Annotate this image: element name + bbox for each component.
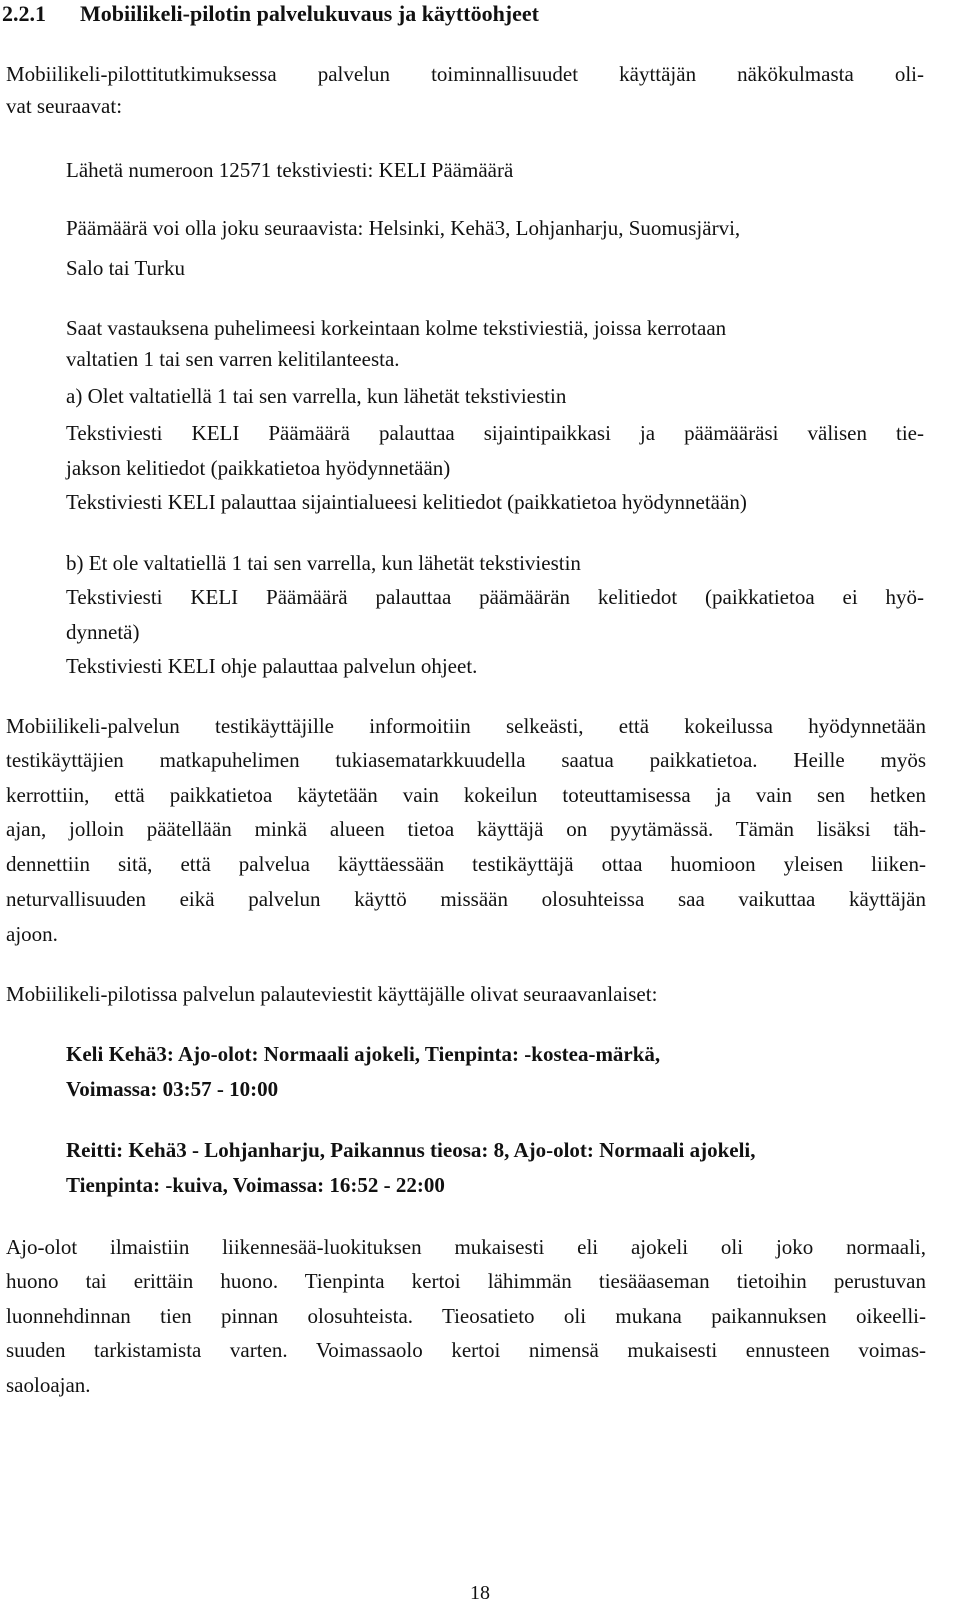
response-line: Saat vastauksena puhelimeesi korkeintaan kolme tekstiviestiä, joissa kerrotaan — [66, 316, 727, 340]
privacy-line: ajoon. — [6, 922, 58, 946]
feedback-intro: Mobiilikeli-pilotissa palvelun palauteviestit käyttäjälle olivat seuraavanlaiset: — [6, 982, 658, 1006]
intro-line: vat seuraavat: — [6, 94, 123, 118]
closing-line: suuden tarkistamista varten. Voimassaolo kertoi nimensä mukaisesti ennusteen voimas- — [6, 1338, 926, 1362]
destinations-line: Salo tai Turku — [66, 256, 186, 280]
page-number: 18 — [470, 1582, 490, 1604]
example-message-line: Voimassa: 03:57 - 10:00 — [66, 1077, 279, 1101]
case-a-line: Tekstiviesti KELI palauttaa sijaintialueesi kelitiedot (paikkatietoa hyödynnetään) — [66, 490, 747, 514]
privacy-line: Mobiilikeli-palvelun testikäyttäjille informoitiin selkeästi, että kokeilussa hyödynnetään — [6, 714, 926, 738]
case-b-line: Tekstiviesti KELI Päämäärä palauttaa päämäärän kelitiedot (paikkatietoa ei hyö- — [66, 585, 924, 609]
example-message-line: Tienpinta: -kuiva, Voimassa: 16:52 - 22:00 — [66, 1173, 445, 1197]
closing-line: Ajo-olot ilmaistiin liikennesää-luokituksen mukaisesti eli ajokeli oli joko normaali, — [6, 1235, 926, 1259]
privacy-line: neturvallisuuden eikä palvelun käyttö missään olosuhteissa saa vaikuttaa käyttäjän — [6, 887, 926, 911]
privacy-line: dennettiin sitä, että palvelua käyttäessään testikäyttäjä ottaa huomioon yleisen liiken- — [6, 852, 926, 876]
example-message-line: Reitti: Kehä3 - Lohjanharju, Paikannus tieosa: 8, Ajo-olot: Normaali ajokeli, — [66, 1138, 756, 1162]
case-a-line: a) Olet valtatiellä 1 tai sen varrella, kun lähetät tekstiviestin — [66, 384, 567, 408]
destinations-line: Päämäärä voi olla joku seuraavista: Helsinki, Kehä3, Lohjanharju, Suomusjärvi, — [66, 216, 741, 240]
example-message-line: Keli Kehä3: Ajo-olot: Normaali ajokeli, Tienpinta: -kostea-märkä, — [66, 1042, 661, 1066]
closing-line: huono tai erittäin huono. Tienpinta kertoi lähimmän tiesääaseman tietoihin perustuvan — [6, 1269, 926, 1293]
closing-line: luonnehdinnan tien pinnan olosuhteista. Tieosatieto oli mukana paikannuksen oikeelli- — [6, 1304, 926, 1328]
case-a-line: jakson kelitiedot (paikkatietoa hyödynnetään) — [66, 456, 451, 480]
case-b-line: dynnetä) — [66, 620, 140, 644]
case-a-line: Tekstiviesti KELI Päämäärä palauttaa sijaintipaikkasi ja päämääräsi välisen tie- — [66, 421, 924, 445]
sms-instruction: Lähetä numeroon 12571 tekstiviesti: KELI Päämäärä — [66, 158, 514, 182]
section-heading — [2, 0, 539, 28]
intro-line: Mobiilikeli-pilottitutkimuksessa palvelun toiminnallisuudet käyttäjän näkökulmasta oli- — [6, 62, 924, 86]
section-title: Mobiilikeli-pilotin palvelukuvaus ja käyttöohjeet — [80, 1, 539, 26]
privacy-line: testikäyttäjien matkapuhelimen tukiasematarkkuudella saatua paikkatietoa. Heille myös — [6, 748, 926, 772]
section-number: 2.2.1 — [2, 1, 46, 26]
response-line: valtatien 1 tai sen varren kelitilanteesta. — [66, 347, 400, 371]
privacy-line: kerrottiin, että paikkatietoa käytetään vain kokeilun toteuttamisessa ja vain sen hetken — [6, 783, 926, 807]
closing-line: saoloajan. — [6, 1373, 91, 1397]
privacy-line: ajan, jolloin päätellään minkä alueen tietoa käyttäjä on pyytämässä. Tämän lisäksi täh- — [6, 817, 926, 841]
case-b-line: b) Et ole valtatiellä 1 tai sen varrella, kun lähetät tekstiviestin — [66, 551, 581, 575]
case-b-line: Tekstiviesti KELI ohje palauttaa palvelun ohjeet. — [66, 654, 478, 678]
